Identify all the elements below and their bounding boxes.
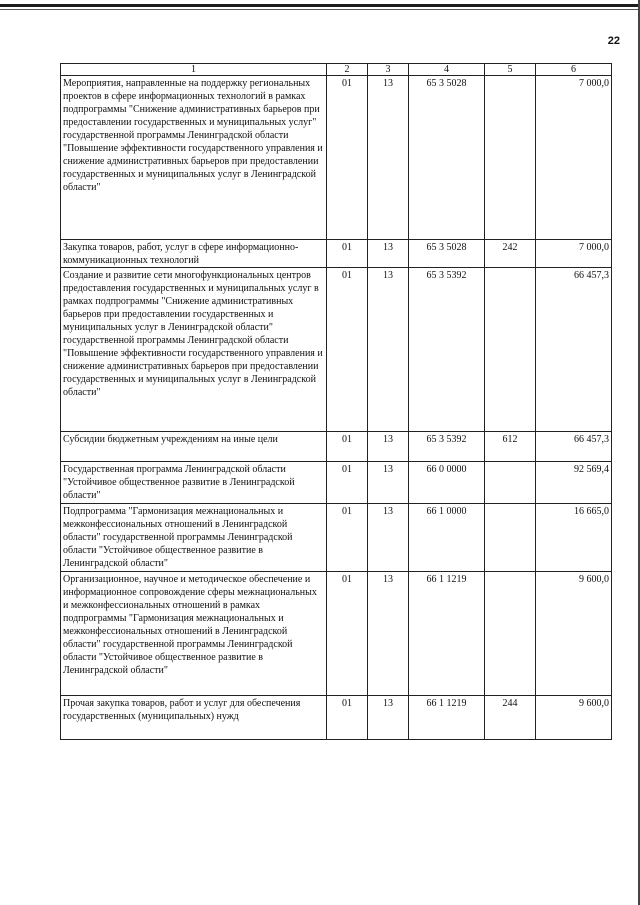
row-amount: 66 457,3 <box>536 268 612 432</box>
row-target-article: 66 0 0000 <box>409 462 485 504</box>
row-expense-type <box>485 572 536 696</box>
row-target-article: 65 3 5028 <box>409 240 485 268</box>
row-item-name: Организационное, научное и методическое обеспечение и информационное сопровождение сферы межнациональных и межконфессиональных отношений в рамках подпрограммы "Гармонизация межнациональных и межконфессиональных отношений в Ленинградской области" государственной программы Ленинградской области "Устойчивое общественное развитие в Ленинградской области" <box>61 572 327 696</box>
row-expense-type <box>485 76 536 240</box>
row-expense-type <box>485 268 536 432</box>
row-target-article: 65 3 5392 <box>409 268 485 432</box>
table-row <box>61 76 612 240</box>
row-expense-type <box>485 504 536 572</box>
row-section-code: 01 <box>327 572 368 696</box>
header-col-1: 1 <box>61 64 327 76</box>
table-row <box>61 240 612 268</box>
table-row <box>61 462 612 504</box>
top-border-rule-thin <box>0 9 640 10</box>
row-amount: 92 569,4 <box>536 462 612 504</box>
row-subsection-code: 13 <box>368 268 409 432</box>
row-subsection-code: 13 <box>368 432 409 462</box>
row-item-name: Подпрограмма "Гармонизация межнациональных и межконфессиональных отношений в Ленинградской области" государственной программы Ленинградской области "Устойчивое общественное развитие в Ленинградской области" <box>61 504 327 572</box>
top-border-rule <box>0 4 640 7</box>
row-section-code: 01 <box>327 462 368 504</box>
row-section-code: 01 <box>327 432 368 462</box>
row-subsection-code: 13 <box>368 462 409 504</box>
header-col-2: 2 <box>327 64 368 76</box>
row-subsection-code: 13 <box>368 504 409 572</box>
row-section-code: 01 <box>327 268 368 432</box>
row-amount: 9 600,0 <box>536 696 612 740</box>
header-col-3: 3 <box>368 64 409 76</box>
table-row <box>61 572 612 696</box>
row-target-article: 65 3 5392 <box>409 432 485 462</box>
row-item-name: Прочая закупка товаров, работ и услуг для обеспечения государственных (муниципальных) нужд <box>61 696 327 740</box>
row-section-code: 01 <box>327 240 368 268</box>
table-row <box>61 432 612 462</box>
header-col-6: 6 <box>536 64 612 76</box>
row-subsection-code: 13 <box>368 240 409 268</box>
row-item-name: Мероприятия, направленные на поддержку региональных проектов в сфере информационных технологий в рамках подпрограммы "Снижение административных барьеров при предоставлении государственных и муниципальных услуг" государственной программы Ленинградской области "Повышение эффективности государственного управления и снижение административных барьеров при предоставлении государственных и муниципальных услуг в Ленинградской области" <box>61 76 327 240</box>
row-target-article: 66 1 0000 <box>409 504 485 572</box>
row-amount: 9 600,0 <box>536 572 612 696</box>
budget-table <box>60 63 612 740</box>
page-number: 22 <box>607 35 620 47</box>
row-expense-type <box>485 462 536 504</box>
row-item-name: Создание и развитие сети многофункциональных центров предоставления государственных и муниципальных услуг в рамках подпрограммы "Снижение административных барьеров при предоставлении государственных и муниципальных услуг в Ленинградской области" государственной программы Ленинградской области "Повышение эффективности государственного управления и снижение административных барьеров при предоставлении государственных и муниципальных услуг в Ленинградской области" <box>61 268 327 432</box>
table-row <box>61 696 612 740</box>
row-amount: 7 000,0 <box>536 240 612 268</box>
row-section-code: 01 <box>327 696 368 740</box>
table-row <box>61 504 612 572</box>
row-amount: 66 457,3 <box>536 432 612 462</box>
table-row <box>61 268 612 432</box>
row-expense-type: 244 <box>485 696 536 740</box>
row-item-name: Государственная программа Ленинградской области "Устойчивое общественное развитие в Ленинградской области" <box>61 462 327 504</box>
row-subsection-code: 13 <box>368 696 409 740</box>
row-subsection-code: 13 <box>368 76 409 240</box>
row-target-article: 66 1 1219 <box>409 696 485 740</box>
row-item-name: Закупка товаров, работ, услуг в сфере информационно-коммуникационных технологий <box>61 240 327 268</box>
row-amount: 7 000,0 <box>536 76 612 240</box>
header-col-4: 4 <box>409 64 485 76</box>
row-target-article: 65 3 5028 <box>409 76 485 240</box>
row-expense-type: 612 <box>485 432 536 462</box>
header-col-5: 5 <box>485 64 536 76</box>
row-target-article: 66 1 1219 <box>409 572 485 696</box>
row-section-code: 01 <box>327 76 368 240</box>
table-header-row <box>61 64 612 76</box>
row-expense-type: 242 <box>485 240 536 268</box>
row-subsection-code: 13 <box>368 572 409 696</box>
row-item-name: Субсидии бюджетным учреждениям на иные цели <box>61 432 327 462</box>
row-amount: 16 665,0 <box>536 504 612 572</box>
row-section-code: 01 <box>327 504 368 572</box>
